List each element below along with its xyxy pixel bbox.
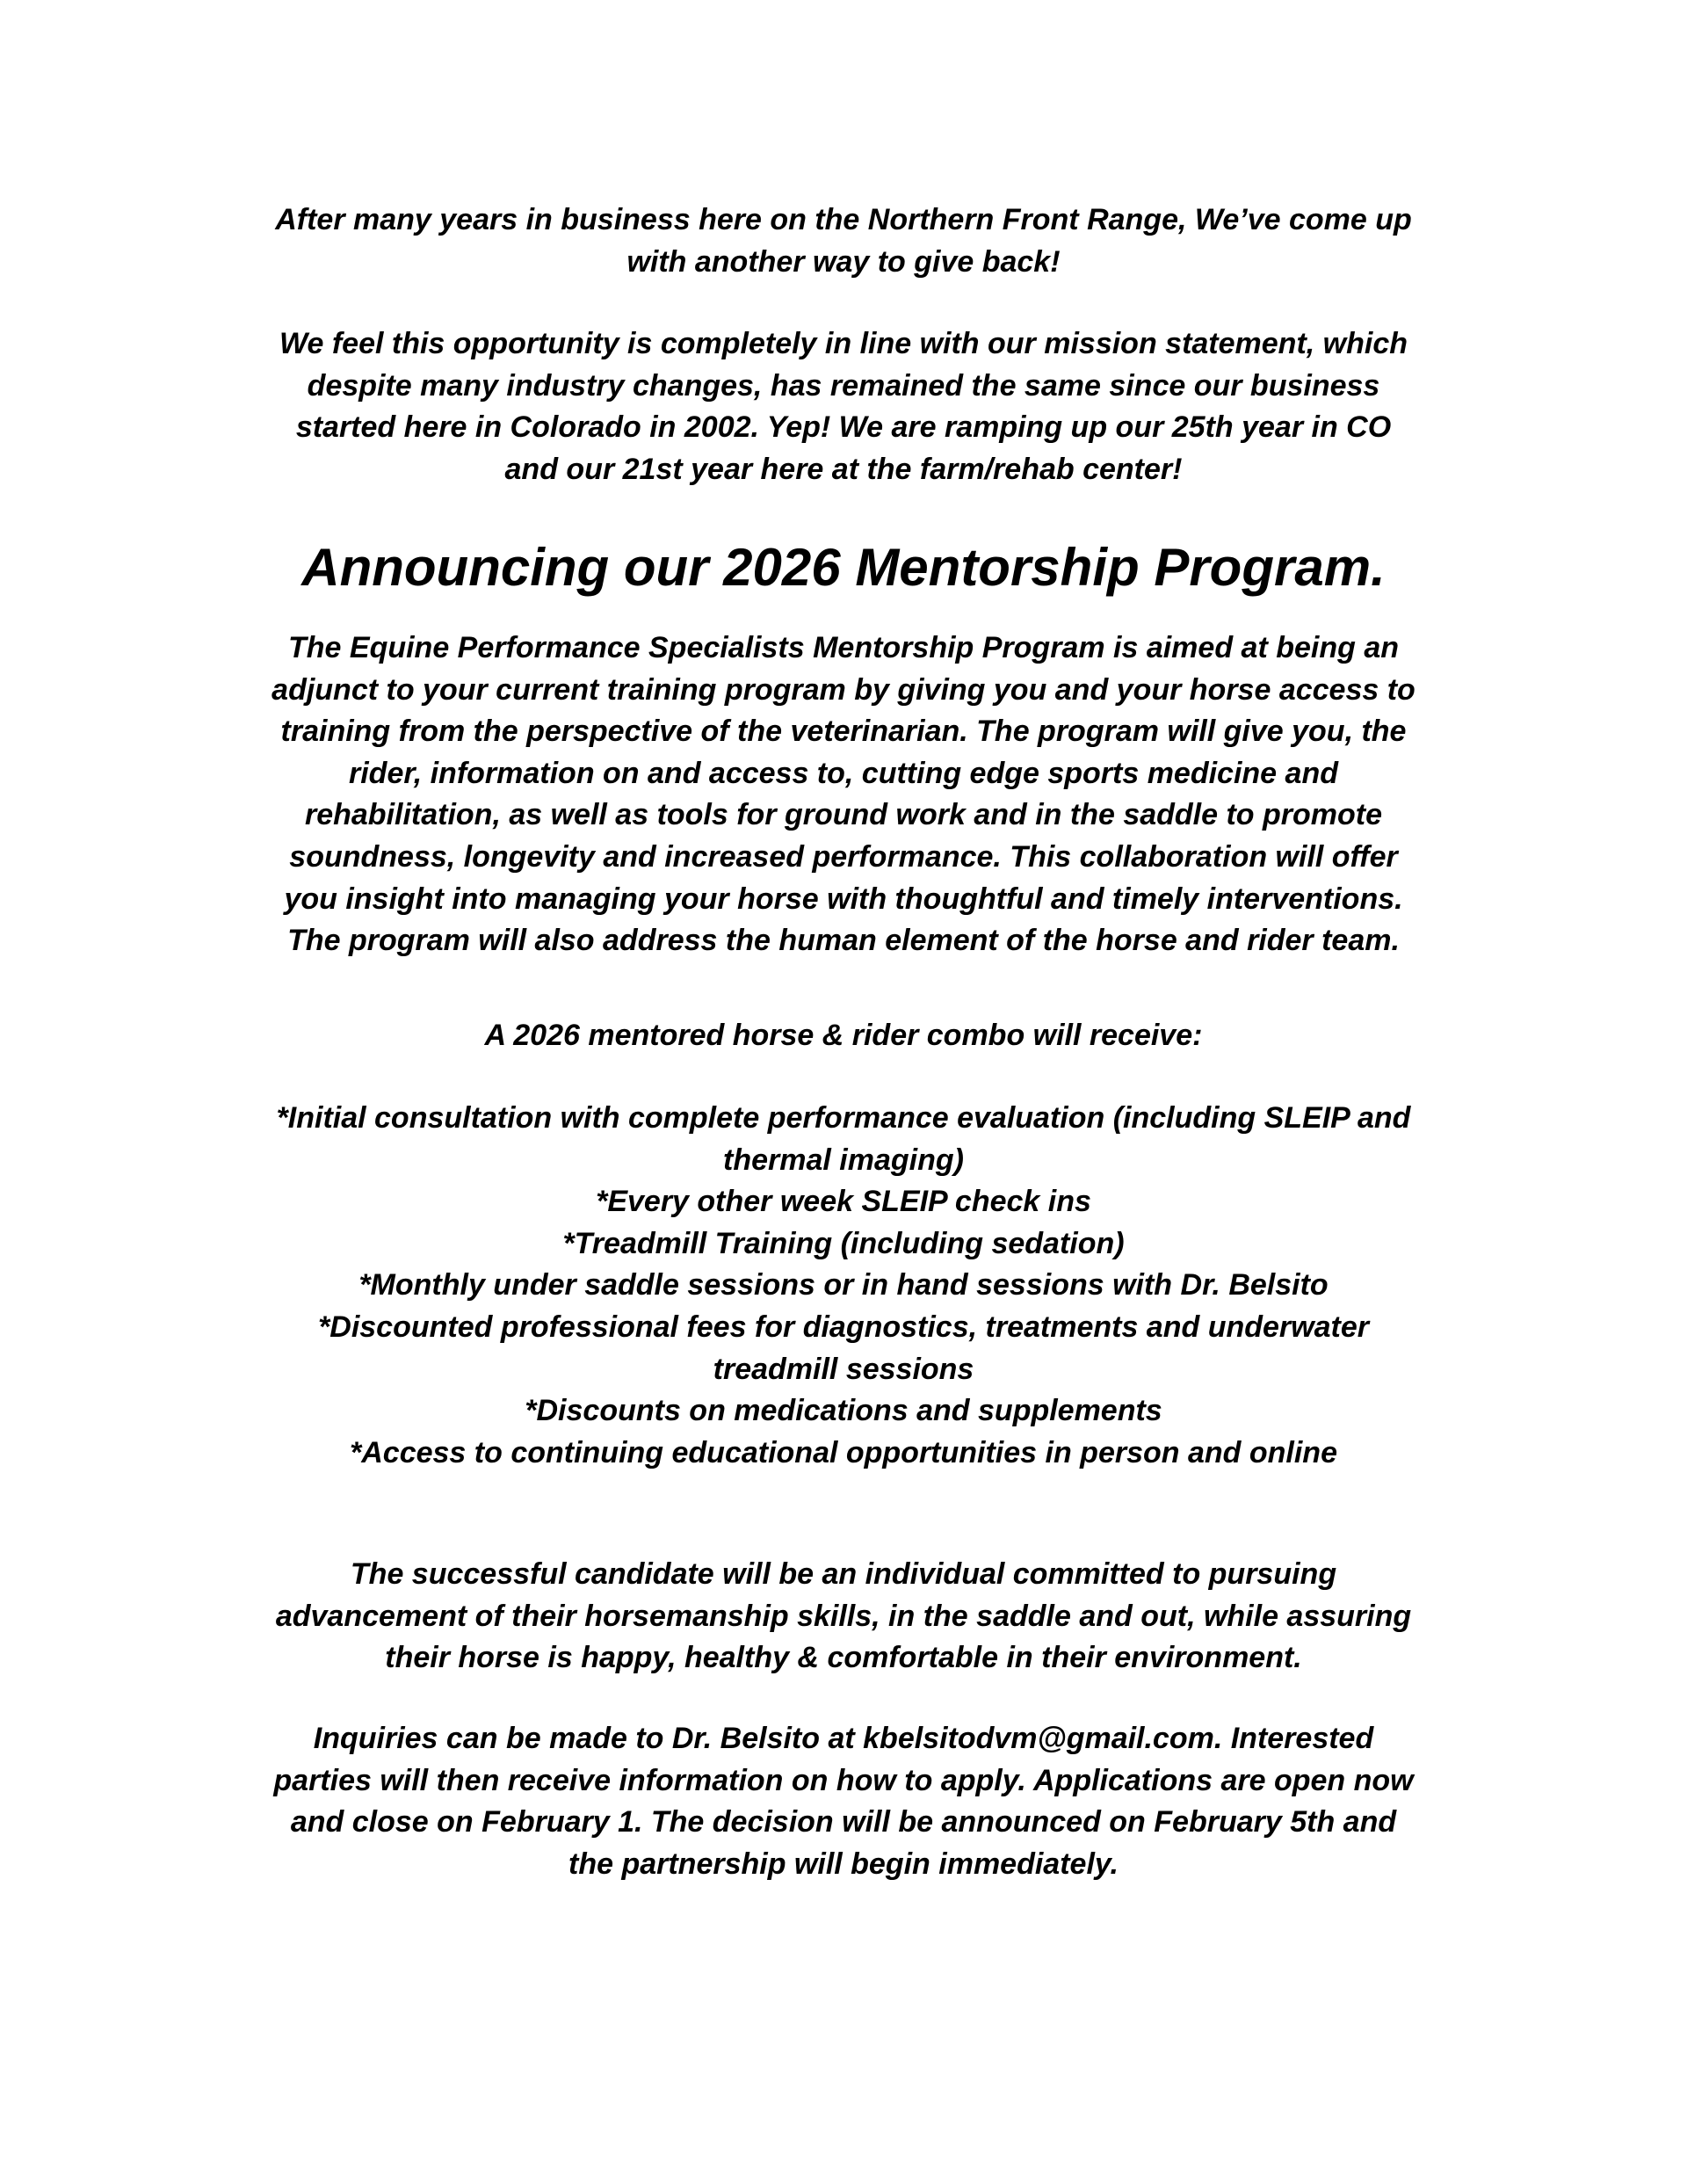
- text-line: despite many industry changes, has remained the same since our business: [307, 368, 1380, 403]
- text-line: *Monthly under saddle sessions or in hand sessions with Dr. Belsito: [358, 1268, 1329, 1302]
- text-line: rehabilitation, as well as tools for ground work and in the saddle to promote: [304, 798, 1383, 832]
- text-line: The successful candidate will be an individual committed to pursuing: [350, 1557, 1337, 1591]
- text-line: you insight into managing your horse with thoughtful and timely interventions.: [284, 882, 1403, 916]
- text-line: and our 21st year here at the farm/rehab center!: [504, 452, 1183, 486]
- text-line: *Discounted professional fees for diagnostics, treatments and underwater: [318, 1310, 1369, 1344]
- inquiries-paragraph: [0, 1718, 1687, 1885]
- benefits-list: [0, 1098, 1687, 1474]
- text-line: The Equine Performance Specialists Mentorship Program is aimed at being an: [288, 631, 1399, 664]
- program-description: [0, 628, 1687, 962]
- text-line: rider, information on and access to, cutting edge sports medicine and: [349, 756, 1338, 790]
- text-line: the partnership will begin immediately.: [568, 1847, 1119, 1881]
- text-line: started here in Colorado in 2002. Yep! We are ramping up our 25th year in CO: [295, 410, 1392, 445]
- text-line: We feel this opportunity is completely in line with our mission statement, which: [279, 327, 1408, 360]
- text-line: with another way to give back!: [626, 244, 1061, 279]
- text-line: thermal imaging): [723, 1143, 964, 1177]
- text-line: Inquiries can be made to Dr. Belsito at kbelsitodvm@gmail.com. Interested: [313, 1722, 1374, 1755]
- text-line: advancement of their horsemanship skills, in the saddle and out, while assuring: [275, 1599, 1412, 1633]
- text-line: *Access to continuing educational opportunities in person and online: [350, 1435, 1337, 1469]
- mission-paragraph: [0, 323, 1687, 490]
- text-line: *Initial consultation with complete performance evaluation (including SLEIP and: [276, 1101, 1411, 1135]
- text-line: parties will then receive information on how to apply. Applications are open now: [273, 1763, 1414, 1797]
- page-title: Announcing our 2026 Mentorship Program.: [301, 538, 1386, 597]
- text-line: The program will also address the human element of the horse and rider team.: [287, 924, 1400, 958]
- text-line: adjunct to your current training program by giving you and your horse access to: [272, 672, 1415, 707]
- text-line: treadmill sessions: [713, 1352, 974, 1386]
- text-line: *Every other week SLEIP check ins: [596, 1185, 1091, 1219]
- benefits-intro: A 2026 mentored horse & rider combo will receive:: [484, 1019, 1203, 1052]
- text-line: soundness, longevity and increased performance. This collaboration will offer: [289, 839, 1398, 874]
- candidate-paragraph: [0, 1554, 1687, 1680]
- text-line: training from the perspective of the veterinarian. The program will give you, the: [280, 715, 1407, 749]
- text-line: *Discounts on medications and supplements: [525, 1394, 1162, 1428]
- text-line: *Treadmill Training (including sedation): [562, 1226, 1125, 1260]
- intro-paragraph: [0, 200, 1687, 283]
- text-line: their horse is happy, healthy & comfortable in their environment.: [385, 1641, 1302, 1675]
- text-line: After many years in business here on the Northern Front Range, We’ve come up: [275, 203, 1412, 236]
- text-line: and close on February 1. The decision will be announced on February 5th and: [290, 1805, 1397, 1839]
